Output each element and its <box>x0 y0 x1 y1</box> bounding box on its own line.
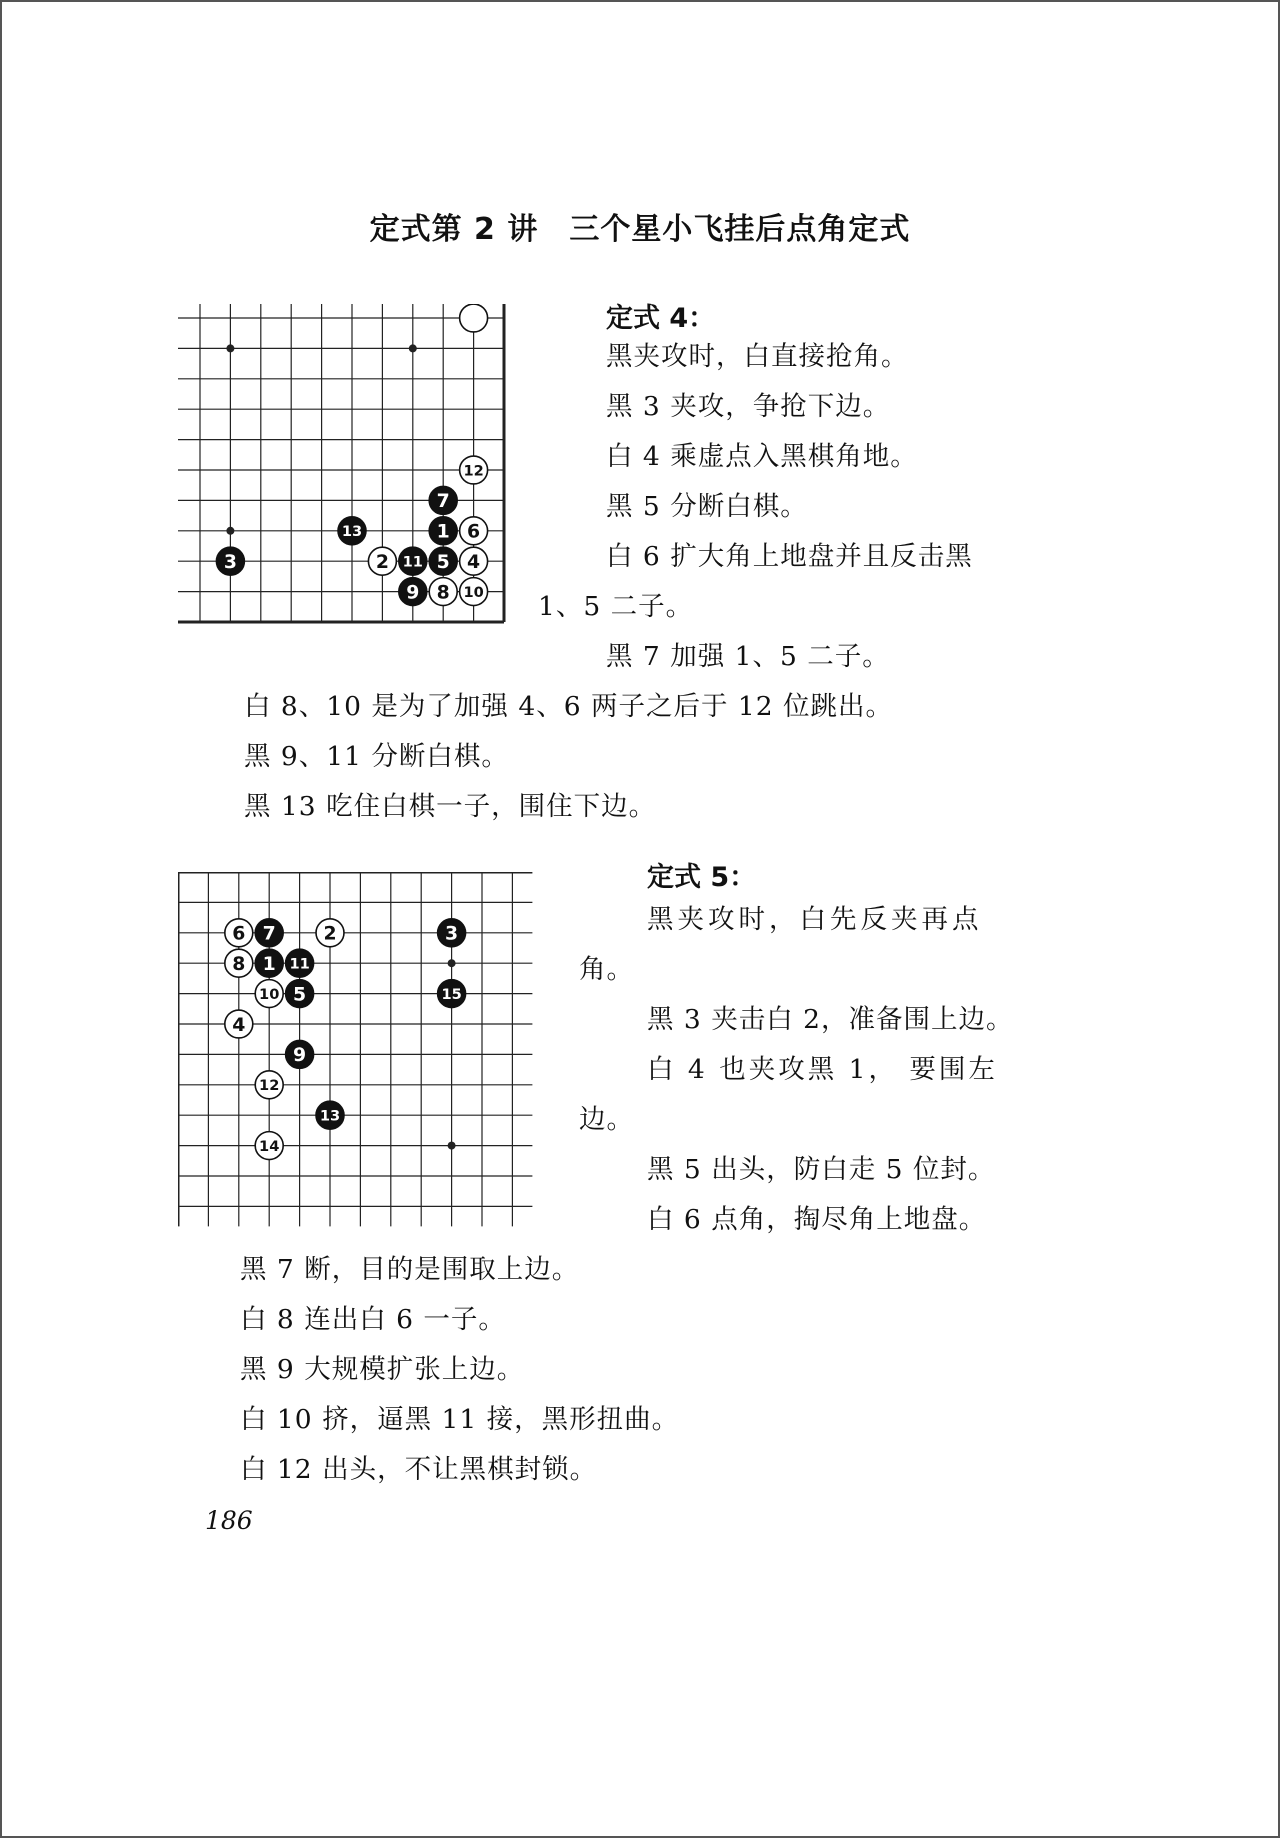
board4-stone-number: 2 <box>375 551 389 573</box>
joseki-5-line-5: 边。 <box>579 1104 634 1135</box>
board5-stone-number: 15 <box>441 985 462 1003</box>
board5-stone-white-10 <box>255 980 283 1008</box>
board5-stone-number: 10 <box>259 985 280 1003</box>
board4-stone-number: 5 <box>436 551 450 573</box>
board5-stone-number: 7 <box>262 923 276 945</box>
board4-stone-number: 13 <box>341 523 363 541</box>
joseki-5-line-12: 白 12 出头，不让黑棋封锁。 <box>240 1454 598 1485</box>
joseki-5-line-2: 角。 <box>579 954 634 985</box>
board4-stone-number: 10 <box>463 583 484 601</box>
board5-stone-number: 6 <box>232 923 246 945</box>
board5-stone-white-8 <box>225 949 253 977</box>
board5-stone-black-15 <box>438 980 466 1008</box>
board4-stone-white-4 <box>460 547 488 575</box>
board4-star-point <box>409 344 417 352</box>
joseki-5-line-1: 黑夹攻时，白先反夹再点 <box>647 904 983 935</box>
joseki-5-line-6: 黑 5 出头，防白走 5 位封。 <box>647 1154 996 1185</box>
board4-stone-number: 9 <box>406 582 420 604</box>
joseki-4-line-3: 白 4 乘虚点入黑棋角地。 <box>606 441 918 472</box>
board4-stone-white-8 <box>429 578 457 606</box>
joseki-5-heading: 定式 5： <box>647 862 757 893</box>
board4-stone-number: 4 <box>467 551 481 573</box>
joseki-5-line-4: 白 4 也夹攻黑 1， 要围左 <box>647 1054 998 1085</box>
board5-star-point <box>448 1142 456 1150</box>
joseki-5-line-9: 白 8 连出白 6 一子。 <box>240 1304 506 1335</box>
go-board-joseki-4 <box>178 304 508 626</box>
board4-stone-number: 1 <box>436 521 450 543</box>
board4-stone-black-7 <box>429 486 457 514</box>
board5-stone-number: 4 <box>232 1014 246 1036</box>
joseki-4-line-7: 黑 7 加强 1、5 二子。 <box>606 641 890 672</box>
board4-stone-black-11 <box>399 547 427 575</box>
board5-stone-number: 1 <box>262 953 276 975</box>
joseki-4-line-10: 黑 13 吃住白棋一子，围住下边。 <box>244 791 657 822</box>
board5-stone-number: 12 <box>259 1077 280 1095</box>
board4-stone-disc <box>460 304 488 332</box>
board5-stone-black-13 <box>316 1101 344 1129</box>
board4-stone-black-1 <box>429 517 457 545</box>
board5-stone-white-6 <box>225 919 253 947</box>
board5-star-point <box>448 959 456 967</box>
board4-stone-black-13 <box>338 517 366 545</box>
board5-stone-black-11 <box>286 949 314 977</box>
board5-stone-white-12 <box>255 1071 283 1099</box>
board4-stone-white-10 <box>460 578 488 606</box>
board5-stone-number: 14 <box>259 1137 280 1155</box>
board5-stone-white-2 <box>316 919 344 947</box>
board4-stone-number: 3 <box>223 551 237 573</box>
board4-stone-black-5 <box>429 547 457 575</box>
joseki-4-line-8: 白 8、10 是为了加强 4、6 两子之后于 12 位跳出。 <box>244 691 894 722</box>
joseki-4-line-5: 白 6 扩大角上地盘并且反击黑 <box>606 541 973 572</box>
board4-stone-black-3 <box>216 547 244 575</box>
page-number: 186 <box>205 1506 253 1535</box>
board5-stone-black-9 <box>286 1040 314 1068</box>
go-board-joseki-5 <box>178 872 534 1228</box>
board4-star-point <box>226 344 234 352</box>
board5-stone-black-5 <box>286 980 314 1008</box>
joseki-5-line-11: 白 10 挤，逼黑 11 接，黑形扭曲。 <box>240 1404 680 1435</box>
board5-stone-white-4 <box>225 1010 253 1038</box>
board5-stone-number: 3 <box>445 923 459 945</box>
board4-stone-white-12 <box>460 456 488 484</box>
joseki-5-line-7: 白 6 点角，掏尽角上地盘。 <box>647 1204 987 1235</box>
board5-stone-black-7 <box>255 919 283 947</box>
joseki-4-line-9: 黑 9、11 分断白棋。 <box>244 741 509 772</box>
board4-stone-number: 7 <box>436 491 450 513</box>
joseki-4-line-1: 黑夹攻时，白直接抢角。 <box>606 341 909 372</box>
board4-stone-white-6 <box>460 517 488 545</box>
board5-stone-number: 8 <box>232 953 246 975</box>
page-title: 定式第 2 讲 三个星小飞挂后点角定式 <box>369 212 911 247</box>
board4-stone-black-9 <box>399 578 427 606</box>
joseki-5-line-8: 黑 7 断，目的是围取上边。 <box>240 1254 580 1285</box>
board5-stone-black-3 <box>438 919 466 947</box>
joseki-4-heading: 定式 4： <box>606 303 716 334</box>
joseki-4-line-6: 1、5 二子。 <box>538 591 694 622</box>
board4-stone-white <box>460 304 488 332</box>
board5-stone-number: 2 <box>323 923 337 945</box>
board4-stone-number: 11 <box>402 553 423 571</box>
board4-stone-white-2 <box>368 547 396 575</box>
board4-stone-number: 6 <box>467 521 481 543</box>
joseki-4-line-2: 黑 3 夹攻，争抢下边。 <box>606 391 891 422</box>
board5-stone-number: 9 <box>293 1045 307 1067</box>
board5-stone-white-14 <box>255 1132 283 1160</box>
board4-stone-number: 8 <box>436 582 450 604</box>
joseki-5-line-10: 黑 9 大规模扩张上边。 <box>240 1354 525 1385</box>
joseki-5-line-3: 黑 3 夹击白 2，准备围上边。 <box>647 1004 1014 1035</box>
board5-stone-black-1 <box>255 949 283 977</box>
board5-stone-number: 5 <box>293 984 307 1006</box>
joseki-4-line-4: 黑 5 分断白棋。 <box>606 491 808 522</box>
board5-stone-number: 13 <box>319 1107 341 1125</box>
board4-stone-number: 12 <box>463 462 484 480</box>
board5-stone-number: 11 <box>289 955 310 973</box>
board4-star-point <box>226 527 234 535</box>
